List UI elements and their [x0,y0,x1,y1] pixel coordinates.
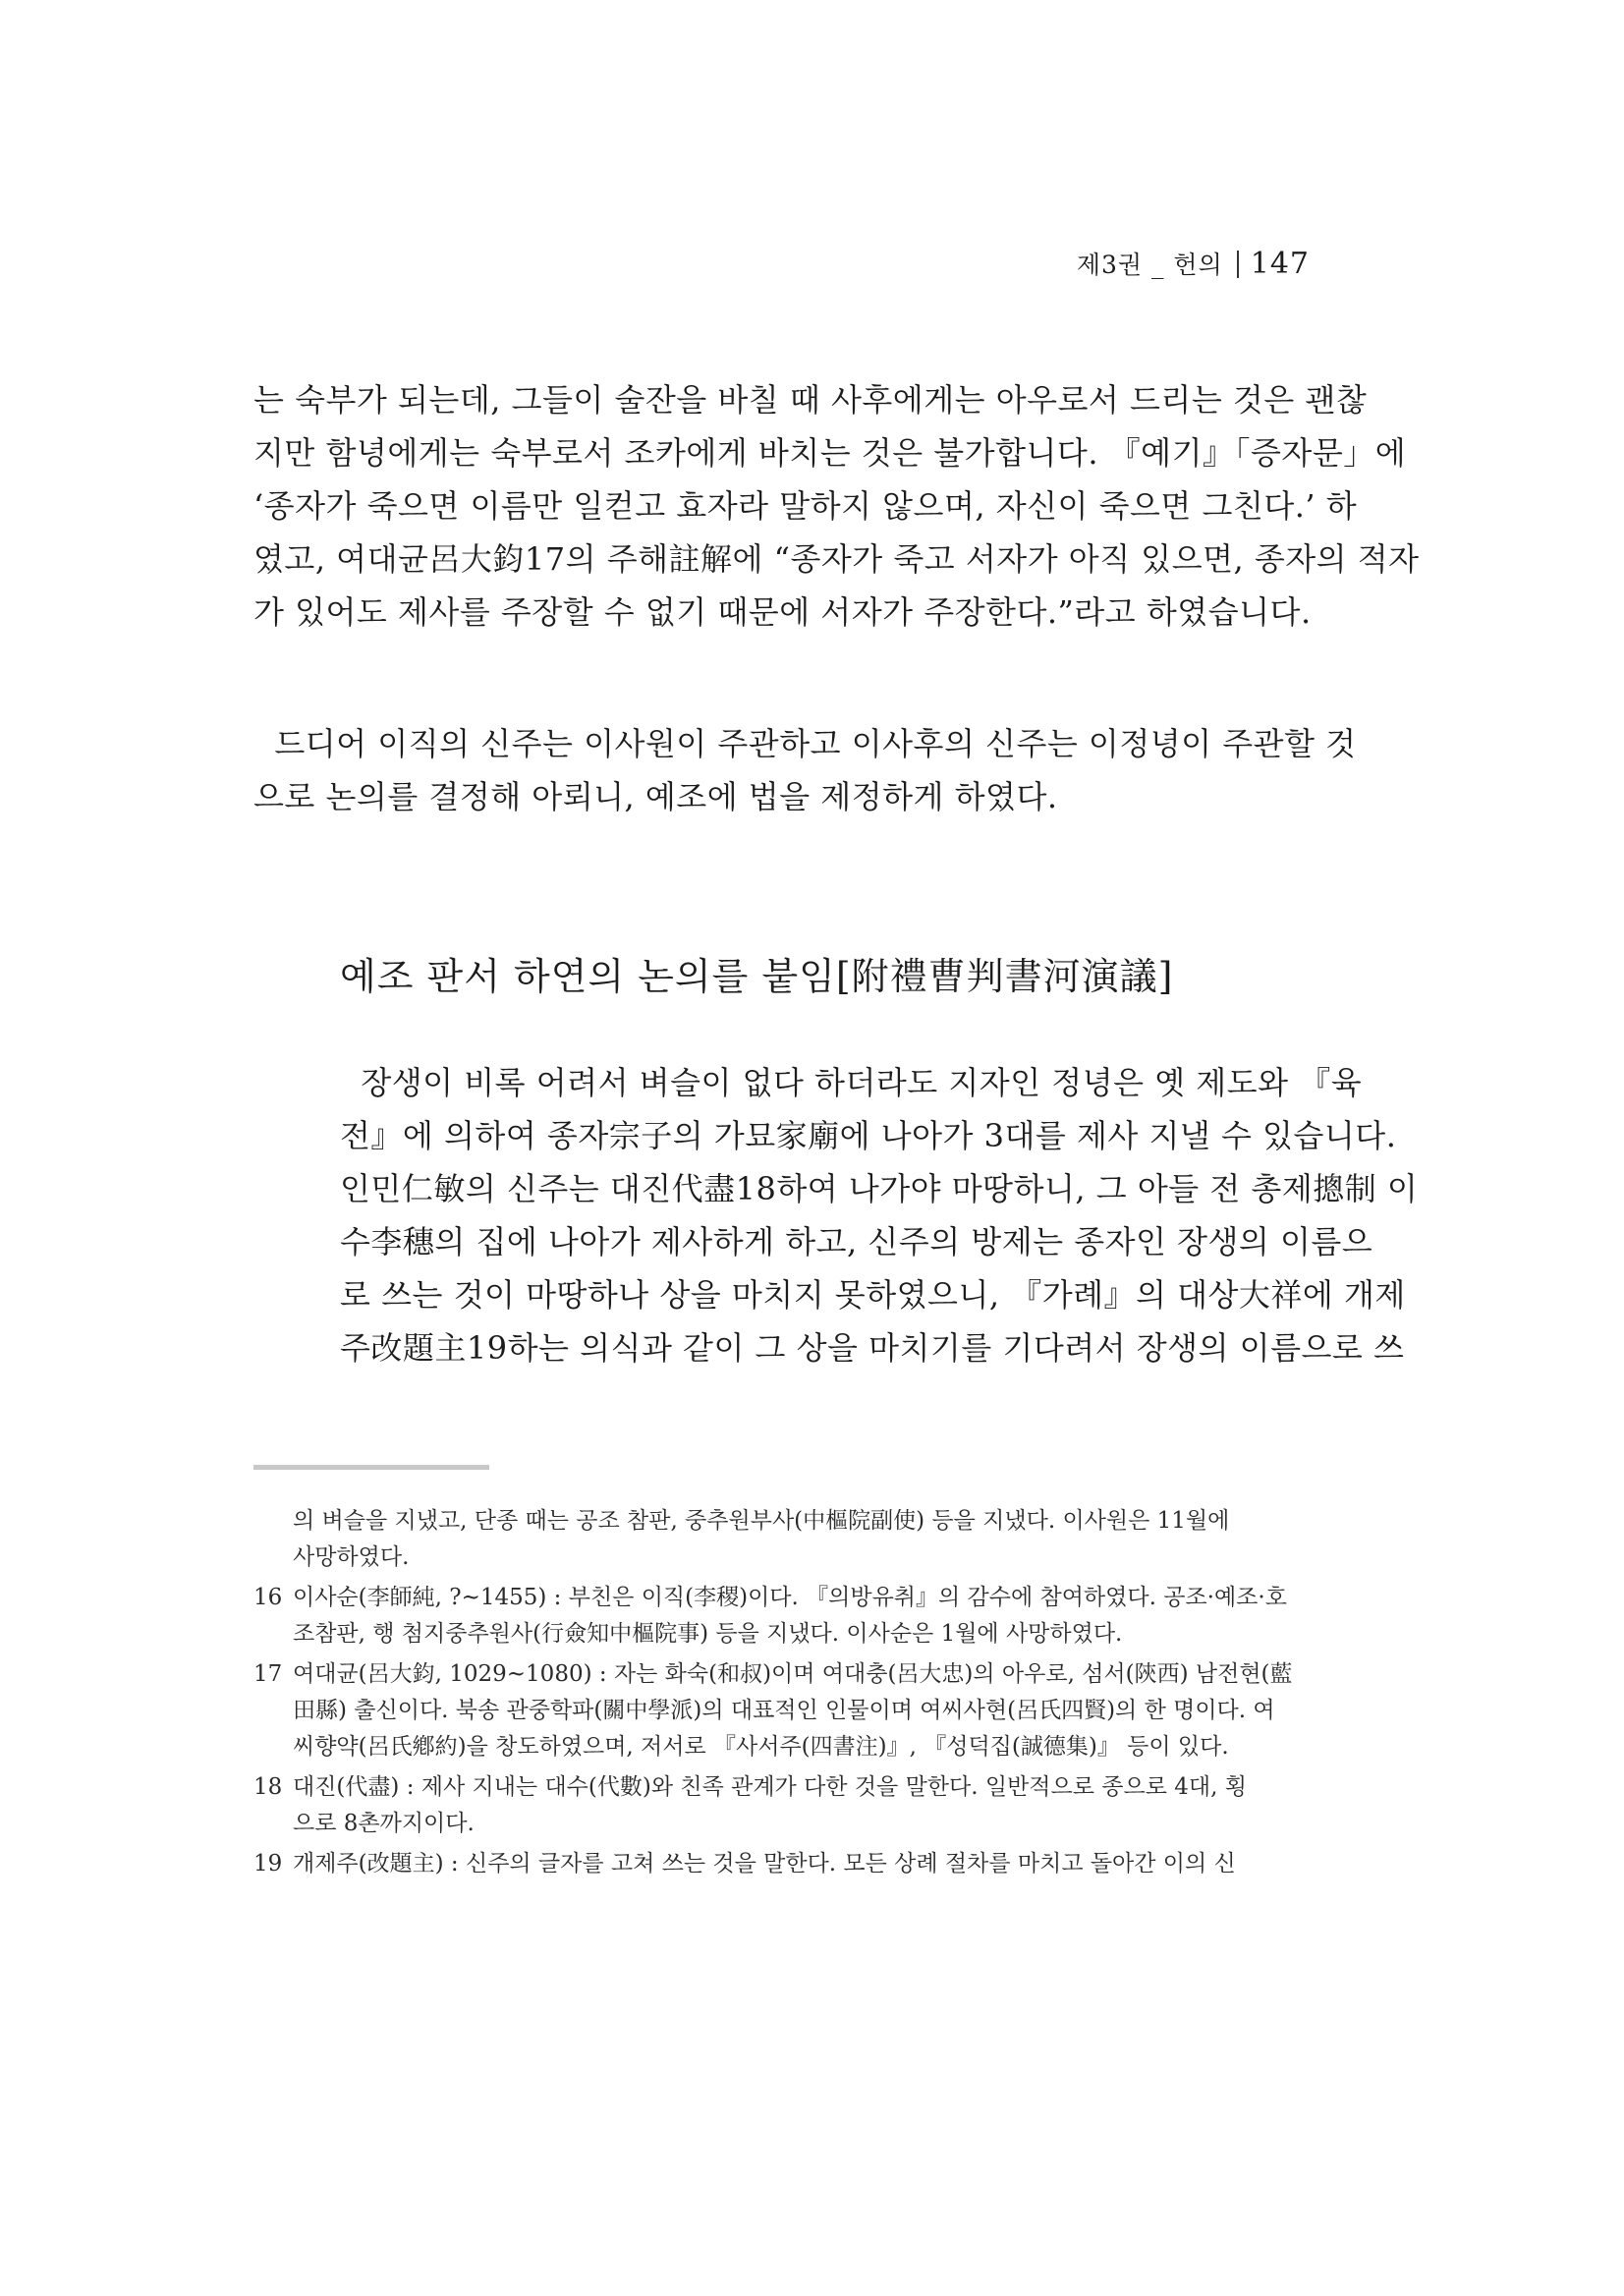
footnote-16 [253,1580,1307,1652]
text-line: 으로 논의를 결정해 아뢰니, 예조에 법을 제정하게 하였다. [253,778,1058,815]
text-line: ‘종자가 죽으면 이름만 일컫고 효자라 말하지 않으며, 자신이 죽으면 그친다.’ 하 [253,487,1358,525]
footnote-number: 16 [253,1585,283,1610]
footnote-text [293,1656,1307,1765]
footnote-17 [253,1656,1307,1765]
footnote-line: 개제주(改題主) : 신주의 글자를 고쳐 쓰는 것을 말한다. 모든 상례 절차를 마치고 돌아간 이의 신 [293,1851,1236,1876]
body-paragraph-1 [253,373,1420,639]
running-title: 제3권 _ 헌의 [1076,251,1223,279]
text-line: 는 숙부가 되는데, 그들이 술잔을 바칠 때 사후에게는 아우로서 드리는 것은 괜찮 [253,381,1368,419]
text-line: 였고, 여대균呂大鈞17의 주해註解에 “종자가 죽고 서자가 아직 있으면, 종자의 적자 [253,540,1420,578]
footnote-line: 조참판, 행 첨지중추원사(行僉知中樞院事) 등을 지냈다. 이사순은 1월에 사망하였다. [293,1621,1123,1647]
footnote-divider [253,1465,489,1470]
text-line: 로 쓰는 것이 마땅하나 상을 마치지 못하였으니, 『가례』의 대상大祥에 개제 [340,1276,1406,1314]
footnote-19 [253,1846,1307,1882]
footnote-continued [253,1503,1307,1576]
footnote-text [293,1503,1307,1576]
footnote-number: 17 [253,1661,283,1687]
footnote-number [253,1503,293,1576]
footnote-text [293,1580,1307,1652]
footnotes [253,1503,1307,1886]
body-paragraph-2 [253,717,1357,823]
footnote-number: 18 [253,1774,283,1800]
footnote-line: 씨향약(呂氏鄕約)을 창도하였으며, 저서로 『사서주(四書注)』, 『성덕집(誠德集)』 등이 있다. [293,1734,1229,1760]
footnote-line: 이사순(李師純, ?~1455) : 부친은 이직(李稷)이다. 『의방유취』의 감수에 참여하였다. 공조·예조·호 [293,1585,1287,1610]
footnote-text [293,1769,1307,1842]
text-line: 전』에 의하여 종자宗子의 가묘家廟에 나아가 3대를 제사 지낼 수 있습니다. [340,1117,1397,1154]
text-line: 인민仁敏의 신주는 대진代盡18하여 나가야 마땅하니, 그 아들 전 총제摠制 이 [340,1170,1419,1207]
text-line: 수李穗의 집에 나아가 제사하게 하고, 신주의 방제는 종자인 장생의 이름으 [340,1223,1373,1260]
footnote-line: 田縣) 출신이다. 북송 관중학파(關中學派)의 대표적인 인물이며 여씨사현(呂氏四賢)의 한 명이다. 여 [293,1698,1275,1723]
footnote-line: 의 벼슬을 지냈고, 단종 때는 공조 참판, 중추원부사(中樞院副使) 등을 지냈다. 이사원은 11월에 [293,1508,1230,1534]
footnote-text [293,1846,1307,1882]
text-line: 지만 함녕에게는 숙부로서 조카에게 바치는 것은 불가합니다. 『예기』「증자문」에 [253,434,1407,472]
footnote-line: 대진(代盡) : 제사 지내는 대수(代數)와 친족 관계가 다한 것을 말한다. 일반적으로 종으로 4대, 횡 [293,1774,1247,1800]
text-line: 드디어 이직의 신주는 이사원이 주관하고 이사후의 신주는 이정녕이 주관할 것 [253,725,1357,762]
footnote-line: 사망하였다. [293,1544,410,1570]
text-line: 주改題主19하는 의식과 같이 그 상을 마치기를 기다려서 장생의 이름으로 쓰 [340,1329,1405,1367]
page-number: 147 [1250,247,1310,281]
footnote-18 [253,1769,1307,1842]
footnote-line: 으로 8촌까지이다. [293,1811,475,1836]
footnote-line: 여대균(呂大鈞, 1029~1080) : 자는 화숙(和叔)이며 여대충(呂大忠)의 아우로, 섬서(陝西) 남전현(藍 [293,1661,1293,1687]
section-heading: 예조 판서 하연의 논의를 붙임[附禮曹判書河演議] [340,955,1174,998]
text-line: 가 있어도 제사를 주장할 수 없기 때문에 서자가 주장한다.”라고 하였습니다. [253,593,1312,631]
body-paragraph-3 [340,1056,1419,1374]
footnote-number: 19 [253,1851,283,1876]
text-line: 장생이 비록 어려서 벼슬이 없다 하더라도 지자인 정녕은 옛 제도와 『육 [340,1064,1363,1101]
running-header [1077,246,1310,281]
header-divider [1237,251,1239,278]
